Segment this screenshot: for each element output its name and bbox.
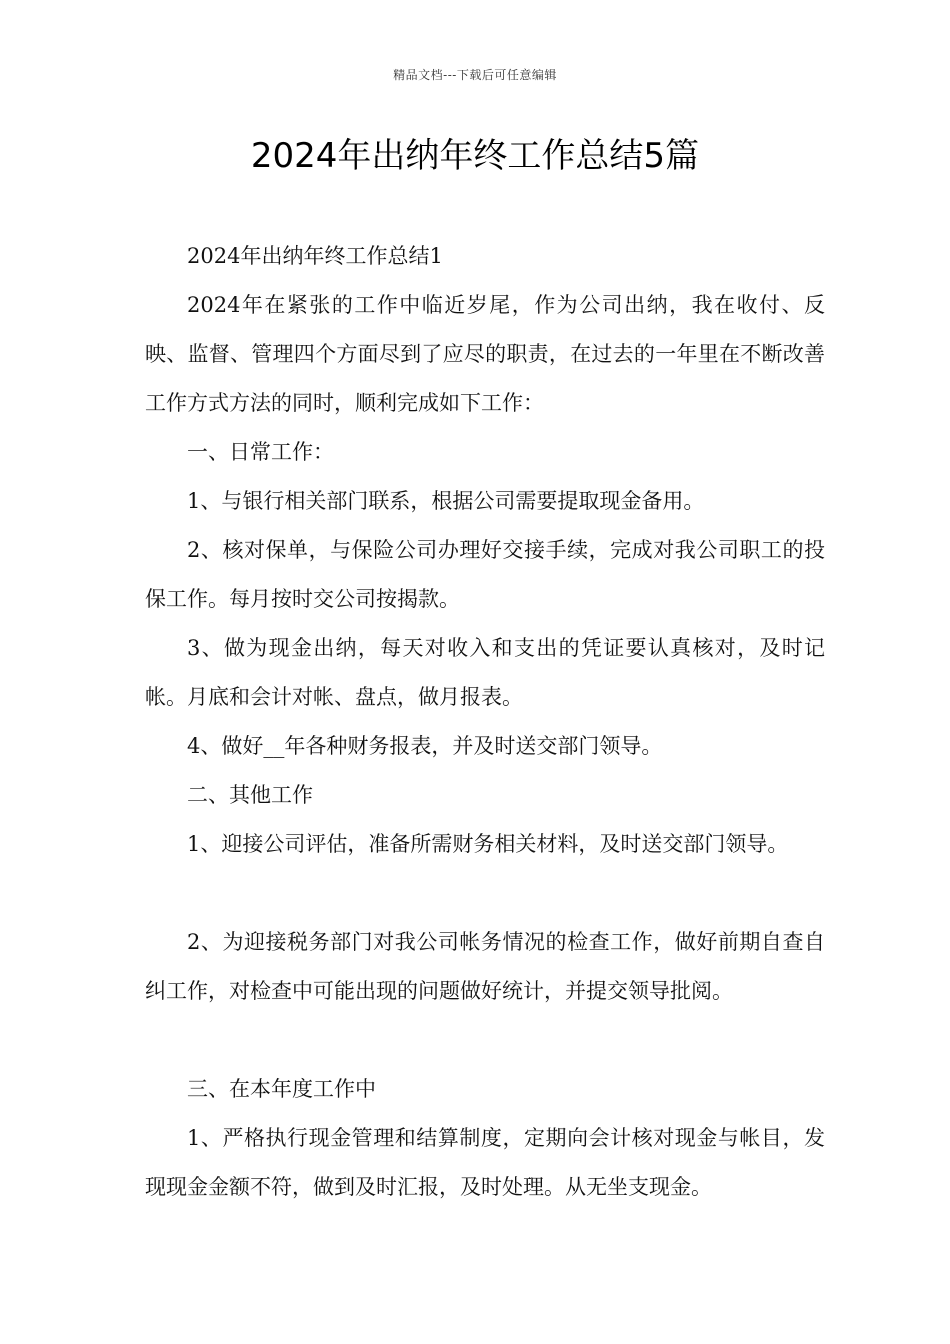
section-heading-summary-1: 2024年出纳年终工作总结1 [187,244,443,268]
document-body [145,232,825,1212]
list-item: 1、迎接公司评估，准备所需财务相关材料，及时送交部门领导。 [187,832,789,856]
document-title: 2024年出纳年终工作总结5篇 [250,136,700,176]
list-item: 1、严格执行现金管理和结算制度，定期向会计核对现金与帐目，发现现金金额不符，做到及时汇报，及时处理。从无坐支现金。 [145,1126,825,1199]
section-heading-this-year: 三、在本年度工作中 [187,1077,376,1101]
list-item: 3、做为现金出纳，每天对收入和支出的凭证要认真核对，及时记帐。月底和会计对帐、盘点，做月报表。 [145,636,825,709]
section-heading-daily-work: 一、日常工作： [187,440,334,464]
section-heading-other-work: 二、其他工作 [187,783,313,807]
list-item: 2、为迎接税务部门对我公司帐务情况的检查工作，做好前期自查自纠工作，对检查中可能出现的问题做好统计，并提交领导批阅。 [145,930,825,1003]
header-note: 精品文档---下载后可任意编辑 [393,68,557,82]
paragraph-spacer [145,869,825,918]
list-item: 4、做好__年各种财务报表，并及时送交部门领导。 [187,734,663,758]
intro-paragraph: 2024年在紧张的工作中临近岁尾，作为公司出纳，我在收付、反映、监督、管理四个方面尽到了应尽的职责，在过去的一年里在不断改善工作方式方法的同时，顺利完成如下工作： [145,293,825,415]
list-item: 1、与银行相关部门联系，根据公司需要提取现金备用。 [187,489,705,513]
paragraph-spacer [145,1016,825,1065]
list-item: 2、核对保单，与保险公司办理好交接手续，完成对我公司职工的投保工作。每月按时交公司按揭款。 [145,538,825,611]
